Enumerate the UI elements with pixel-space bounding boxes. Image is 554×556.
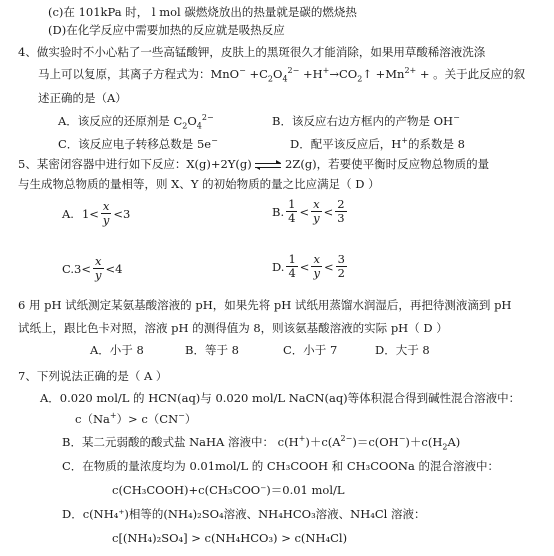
sup: 2−	[340, 434, 353, 444]
fraction-1-4	[286, 253, 297, 280]
q5-option-b	[272, 198, 349, 225]
sup: −	[398, 434, 406, 444]
q4-text: O	[273, 67, 283, 81]
sup: +	[401, 136, 408, 146]
opt-text: <	[299, 204, 310, 219]
q4-option-d	[290, 137, 465, 151]
sup: +	[322, 66, 330, 76]
frac-num: x	[313, 197, 320, 211]
q6-option-b: B．等于 8	[185, 343, 239, 357]
sub: 4	[282, 74, 288, 84]
q7-option-b	[62, 434, 461, 452]
q7-option-d-line-2: c[(NH₄)₂SO₄] > c(NH₄HCO₃) > c(NH₄Cl)	[112, 531, 348, 545]
opt-text: )＋c(A	[305, 435, 341, 449]
opt-text: A)	[447, 435, 461, 449]
opt-text: ）	[184, 412, 197, 426]
q7-option-a-line-1: A．0.020 mol/L 的 HCN(aq)与 0.020 mol/L NaCN(aq)等体积混合得到碱性混合溶液中：	[40, 391, 521, 405]
q6-option-d: D．大于 8	[375, 343, 430, 357]
q5-line-1	[18, 157, 489, 171]
q7-option-c-line-1: C．在物质的量浓度均为 0.01mol/L 的 CH₃COOH 和 CH₃COONa 的混合溶液中：	[62, 459, 499, 473]
opt-text: B．某二元弱酸的酸式盐 NaHA 溶液中： c(H	[62, 435, 299, 449]
q7-option-a-line-2	[75, 412, 196, 426]
sub: 2	[357, 74, 363, 84]
frac-den: 3	[337, 211, 345, 225]
fraction-x-y	[311, 198, 322, 225]
fraction-x-y	[101, 200, 112, 227]
q7-option-d-line-1: D．c(NH₄⁺)相等的(NH₄)₂SO₄溶液、NH₄HCO₃溶液、NH₄Cl 溶液：	[62, 507, 426, 521]
statement-c: (c)在 101kPa 时， l mol 碳燃烧放出的热量就是碳的燃烧热	[48, 5, 357, 19]
q6-line-1: 6 用 pH 试纸测定某氨基酸溶液的 pH，如果先将 pH 试纸用蒸馏水润湿后，再把待测液滴到 pH	[18, 298, 512, 312]
opt-label: B.	[272, 204, 285, 219]
opt-text: A．该反应的还原剂是 C	[58, 114, 183, 128]
q5-text: 5、某密闭容器中进行如下反应：X(g)+2Y(g)	[18, 157, 252, 171]
frac-den: 4	[288, 266, 296, 280]
sup: −	[453, 113, 460, 123]
opt-text: )＋c(H	[405, 435, 443, 449]
opt-text: <	[323, 259, 334, 274]
sup: 2−	[201, 113, 214, 123]
q5-text: 2Z(g)，若要使平衡时反应物总物质的量	[285, 157, 490, 171]
sup: +	[109, 411, 117, 421]
q4-text: →CO	[329, 67, 358, 81]
sub: 2	[442, 442, 448, 452]
opt-text: )＝c(OH	[352, 435, 399, 449]
sub: 4	[196, 121, 202, 131]
q4-option-a	[58, 113, 214, 131]
frac-den: y	[95, 268, 102, 282]
sup: −	[211, 136, 218, 146]
opt-text: 3<	[74, 261, 91, 276]
opt-text: <3	[113, 206, 131, 221]
sup: 2+	[404, 66, 417, 76]
frac-num: 2	[337, 197, 345, 211]
opt-text: c（Na	[75, 412, 110, 426]
frac-num: 3	[337, 252, 345, 266]
opt-text: <	[299, 259, 310, 274]
q4-option-c	[58, 137, 218, 151]
frac-num: x	[95, 254, 102, 268]
q4-text: ↑ +Mn	[362, 67, 405, 81]
frac-den: y	[313, 266, 320, 280]
equilibrium-arrow-icon	[255, 160, 281, 170]
frac-num: x	[313, 252, 320, 266]
opt-text: C．该反应电子转移总数是 5e	[58, 137, 212, 151]
q5-option-d	[272, 253, 349, 280]
fraction-x-y	[93, 255, 104, 282]
opt-label: D.	[272, 259, 285, 274]
frac-num: x	[102, 199, 110, 213]
q4-text: +C	[245, 67, 268, 81]
q4-line-3: 述正确的是（A）	[38, 91, 127, 105]
q6-option-a: A．小于 8	[90, 343, 144, 357]
q6-line-2: 试纸上，跟比色卡对照，溶液 pH 的测得值为 8，则该氨基酸溶液的实际 pH（ D ）	[18, 321, 448, 335]
opt-text: D．配平该反应后，H	[290, 137, 402, 151]
q7-line-1: 7、下列说法正确的是（ A ）	[18, 369, 168, 383]
sub: 2	[182, 121, 188, 131]
statement-d: (D)在化学反应中需要加热的反应就是吸热反应	[48, 23, 285, 37]
opt-text: ）> c（CN	[116, 412, 179, 426]
opt-text: 1<	[81, 206, 99, 221]
opt-text: <4	[105, 261, 123, 276]
fraction-1-4	[286, 198, 297, 225]
fraction-x-y	[311, 253, 322, 280]
q4-equation-line	[38, 66, 526, 84]
sub: 2	[267, 74, 273, 84]
fraction-3-2	[336, 253, 347, 280]
opt-text: B．该反应右边方框内的产物是 OH	[272, 114, 454, 128]
q7-option-c-line-2: c(CH₃COOH)+c(CH₃COO⁻)＝0.01 mol/L	[112, 483, 345, 497]
sup: −	[239, 66, 246, 76]
frac-num: 1	[288, 197, 296, 211]
q5-option-c	[62, 255, 122, 282]
sup: +	[298, 434, 306, 444]
q4-text: 马上可以复原，其离子方程式为：MnO	[38, 67, 240, 81]
opt-text: <	[323, 204, 334, 219]
frac-den: y	[313, 211, 320, 225]
q5-line-2: 与生成物总物质的量相等，则 X、Y 的初始物质的量之比应满足（ D ）	[18, 177, 380, 191]
q4-text: +H	[299, 67, 323, 81]
q5-option-a	[62, 200, 130, 227]
sup: −	[178, 411, 185, 421]
q6-option-c: C．小于 7	[283, 343, 338, 357]
q4-text: + 。关于此反应的叙	[416, 67, 526, 81]
opt-text: 的系数是 8	[407, 137, 465, 151]
opt-label: C.	[62, 261, 75, 276]
q4-option-b	[272, 114, 460, 128]
frac-den: y	[102, 213, 110, 227]
opt-label: A.	[62, 206, 74, 221]
sup: 2−	[287, 66, 300, 76]
fraction-2-3	[335, 198, 346, 225]
frac-den: 2	[337, 266, 345, 280]
frac-den: 4	[288, 211, 296, 225]
opt-text: O	[187, 114, 197, 128]
frac-num: 1	[288, 252, 296, 266]
q4-line-1: 4、做实验时不小心粘了一些高锰酸钾，皮肤上的黑斑很久才能消除，如果用草酸稀溶液洗涤	[18, 45, 486, 59]
